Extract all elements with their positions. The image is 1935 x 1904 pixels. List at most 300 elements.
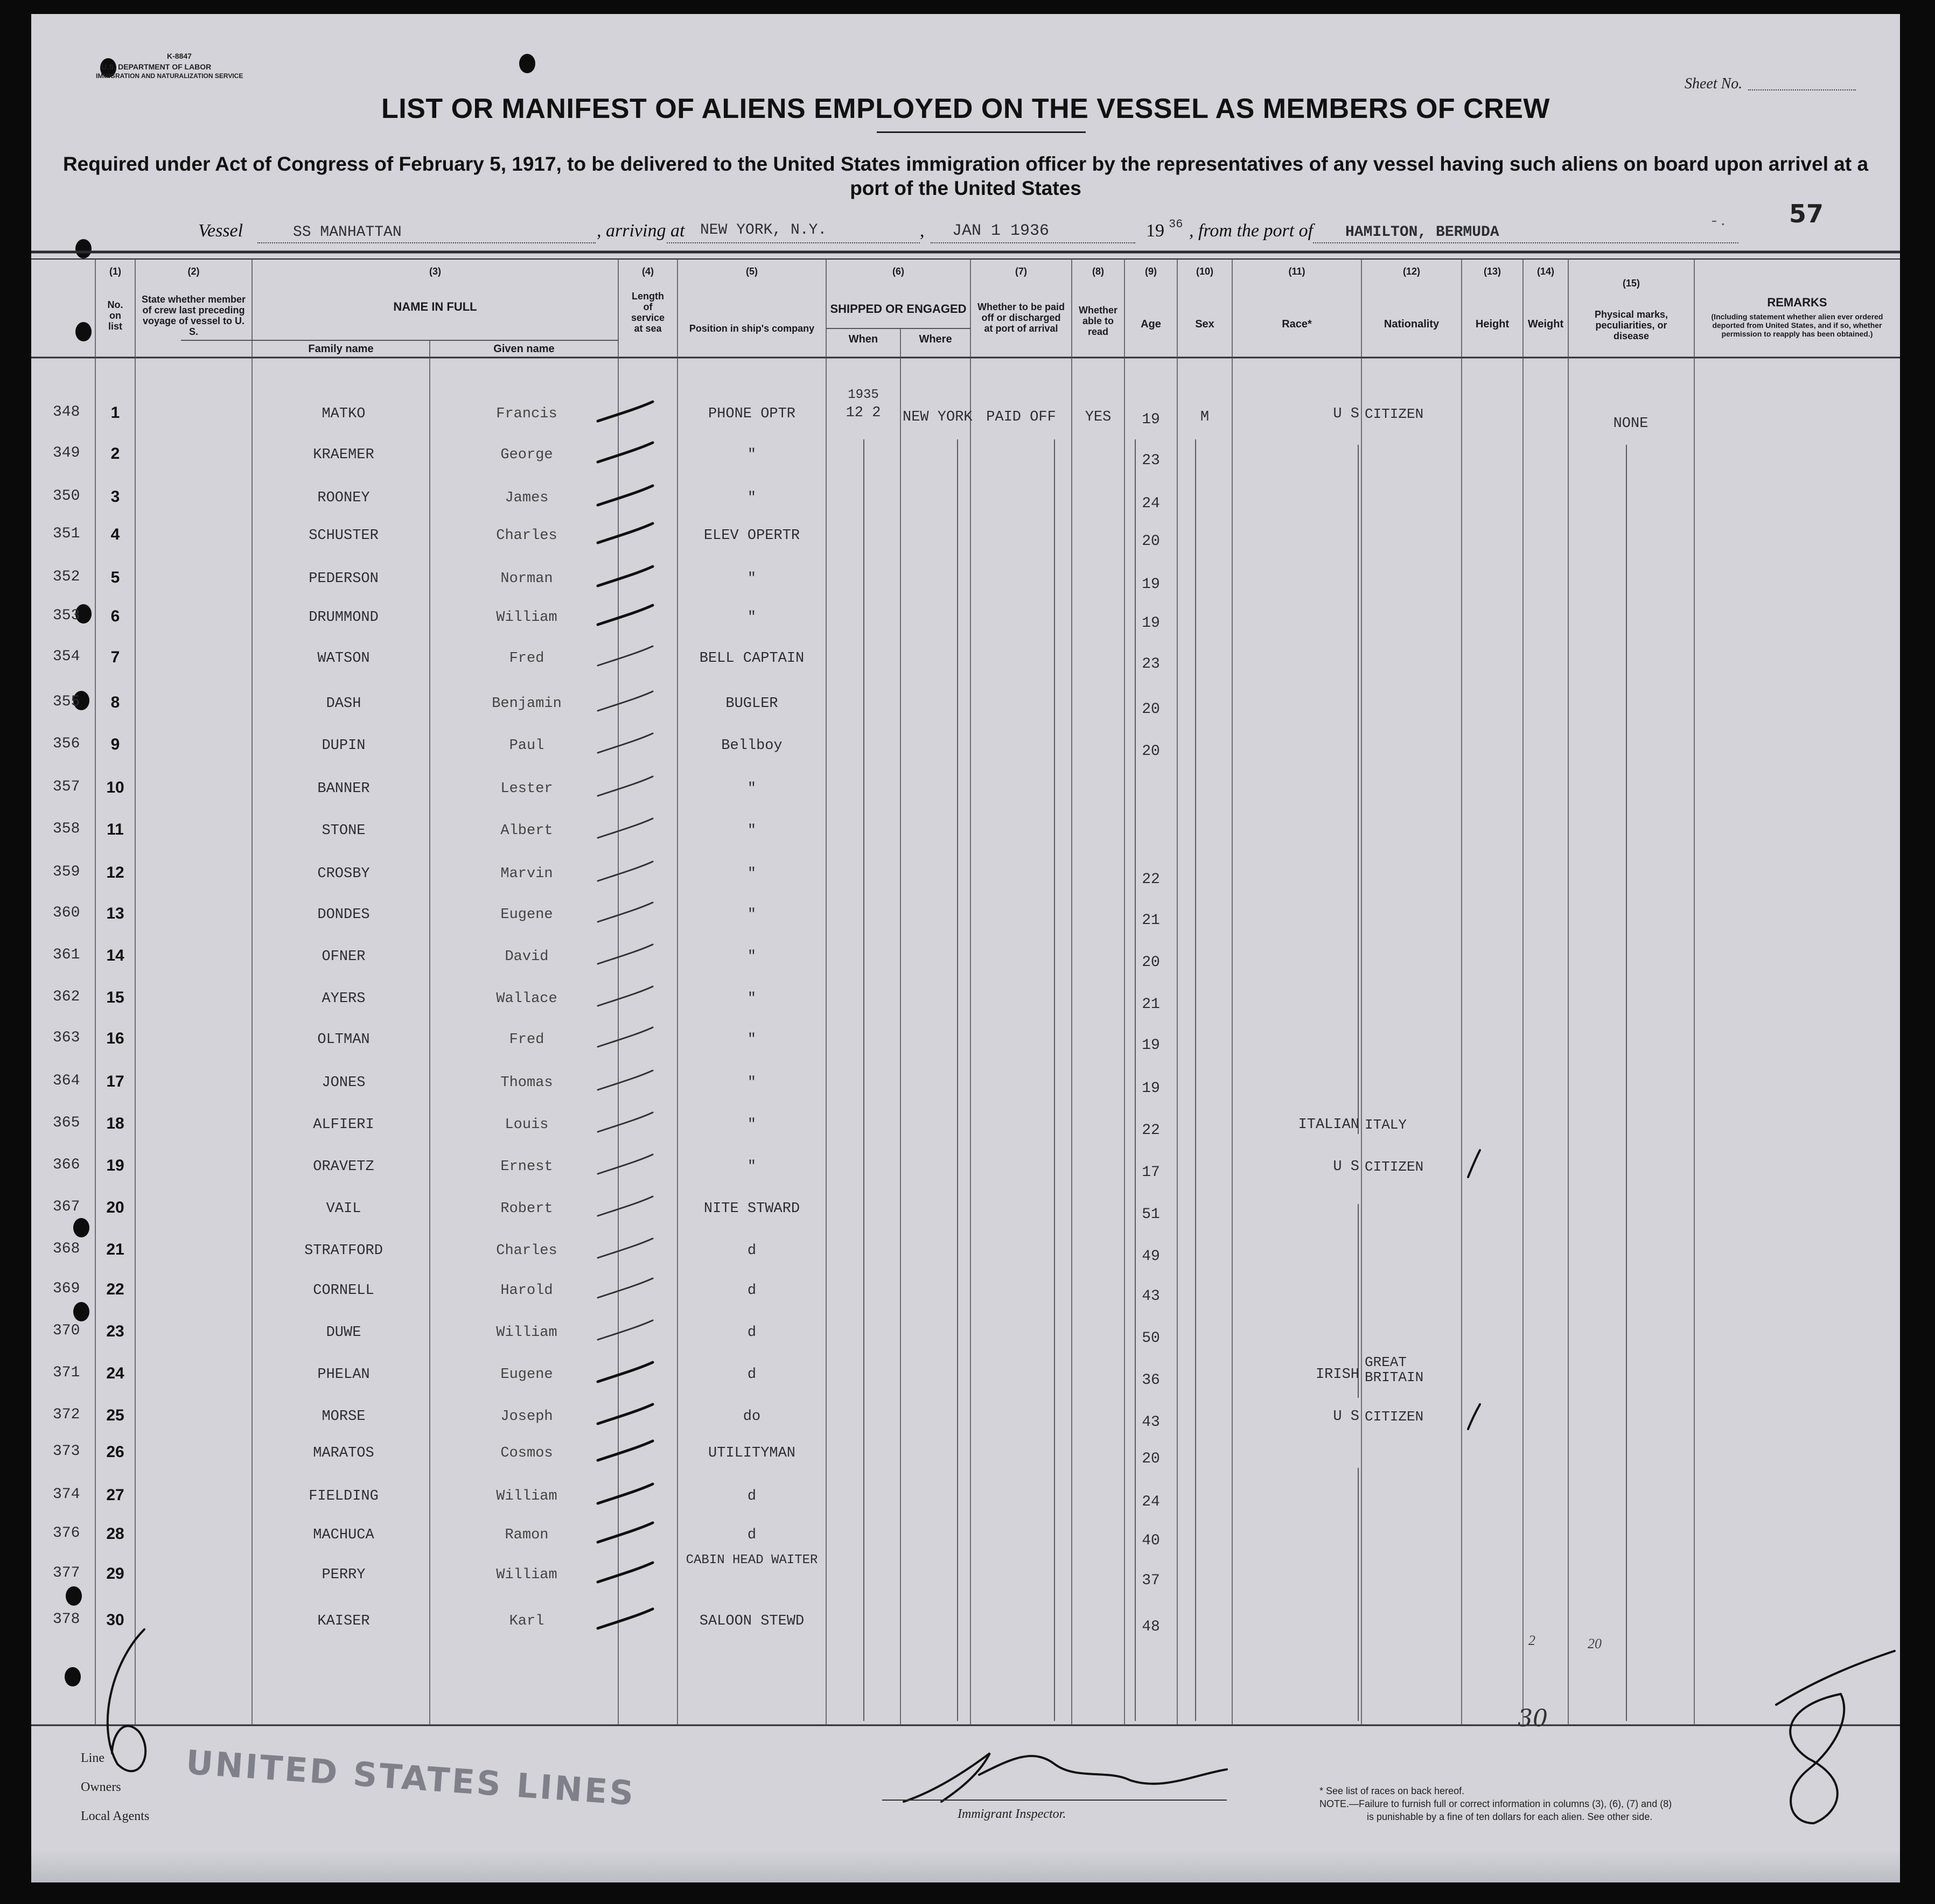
given-name: William — [496, 610, 557, 626]
races-note: * See list of races on back hereof. — [1319, 1786, 1465, 1796]
footer-line-label: Line — [81, 1751, 104, 1765]
penalty-note-1: NOTE.—Failure to furnish full or correct information in columns (3), (6), (7) and (8) — [1319, 1798, 1672, 1809]
weight-annotation-1: 2 — [1528, 1633, 1535, 1648]
row-list-number: 15 — [106, 989, 124, 1006]
family-name: SCHUSTER — [309, 528, 379, 544]
remark-flourish — [1776, 1651, 1895, 1705]
col-9-header: Age — [1141, 318, 1161, 330]
age: 37 — [1142, 1572, 1160, 1589]
row-sequence-number: 377 — [53, 1565, 80, 1581]
able-to-read: YES — [1085, 409, 1112, 425]
col-1-header: No. on list — [107, 299, 123, 332]
paid-off: PAID OFF — [986, 409, 1056, 425]
col-10-header: Sex — [1195, 318, 1214, 330]
service-tick-mark — [596, 437, 655, 470]
vessel-label: Vessel — [198, 221, 243, 241]
row-list-number: 11 — [107, 821, 124, 838]
arrival-date: JAN 1 1936 — [952, 222, 1050, 240]
row-sequence-number: 370 — [53, 1322, 80, 1339]
family-name: PERRY — [322, 1567, 366, 1583]
row-sequence-number: 350 — [53, 488, 80, 505]
family-name: BANNER — [317, 781, 370, 797]
col-15-header: Physical marks, peculiarities, or disease — [1594, 309, 1668, 341]
service-tick-mark — [596, 1479, 655, 1511]
remarks-subheader: (Including statement whether alien ever ordered deported from United States, and if so, whether permission to reapply has been obtained.) — [1711, 312, 1883, 338]
row-sequence-number: 369 — [53, 1280, 80, 1297]
page-number: 57 — [1789, 199, 1824, 228]
row-list-number: 27 — [106, 1486, 124, 1504]
ship-position: " — [747, 447, 757, 463]
ship-position: " — [747, 949, 757, 965]
col-14-number: (14) — [1536, 266, 1554, 277]
family-name: DUPIN — [322, 738, 366, 754]
col-7-number: (7) — [1015, 266, 1027, 277]
row-list-number: 6 — [110, 607, 120, 625]
col-6-number: (6) — [892, 266, 904, 277]
ship-position: " — [747, 571, 757, 587]
physical-marks: NONE — [1613, 416, 1648, 432]
table-grid — [31, 14, 1900, 1882]
given-name: Cosmos — [500, 1445, 553, 1461]
col-5-number: (5) — [746, 266, 758, 277]
service-tick-mark — [596, 728, 655, 760]
family-name: ORAVETZ — [313, 1159, 374, 1175]
given-name: Charles — [496, 1243, 557, 1259]
age: 19 — [1142, 576, 1160, 593]
age: 43 — [1142, 1414, 1160, 1431]
row-list-number: 1 — [110, 404, 120, 422]
col-6-header: SHIPPED OR ENGAGED — [830, 302, 967, 316]
row-sequence-number: 361 — [53, 947, 80, 963]
age: 22 — [1142, 871, 1160, 888]
col-6-where-header: Where — [919, 333, 952, 345]
age: 19 — [1142, 1080, 1160, 1097]
punch-hole — [73, 1302, 89, 1321]
service-tick-mark — [596, 1191, 655, 1223]
ship-position: " — [747, 991, 757, 1007]
given-name: George — [500, 447, 553, 463]
ship-position: " — [747, 1159, 757, 1175]
family-name: CROSBY — [317, 866, 370, 882]
ship-position: " — [747, 1117, 757, 1133]
age: 20 — [1142, 954, 1160, 971]
service-tick-mark — [596, 1357, 655, 1389]
ship-position: NITE STWARD — [703, 1201, 800, 1217]
ship-position: d — [747, 1367, 757, 1383]
given-name: William — [496, 1488, 557, 1504]
ship-position: CABIN HEAD WAITER — [686, 1553, 818, 1567]
inspector-label: Immigrant Inspector. — [958, 1807, 1066, 1821]
family-name: CORNELL — [313, 1283, 374, 1299]
vessel-underline — [257, 242, 596, 243]
family-name: PHELAN — [317, 1367, 370, 1383]
given-name: Harold — [500, 1283, 553, 1299]
age: 23 — [1142, 656, 1160, 673]
family-name: STONE — [322, 823, 366, 839]
form-subtitle-2: port of the United States — [850, 177, 1081, 199]
form-subtitle-1: Required under Act of Congress of February 5, 1917, to be delivered to the United States immigration officer by the representatives of any vessel having such aliens on board upon arrivel at a — [62, 153, 1869, 175]
punch-hole — [65, 1667, 81, 1686]
col-5-header: Position in ship's company — [689, 323, 815, 334]
ship-position: do — [743, 1409, 761, 1425]
penalty-note-2: is punishable by a fine of ten dollars for each alien. See other side. — [1367, 1811, 1653, 1822]
service-tick-mark — [596, 480, 655, 513]
col-11-number: (11) — [1288, 266, 1305, 277]
age: 23 — [1142, 452, 1160, 469]
nationality: ITALY — [1365, 1117, 1407, 1133]
title-rule — [877, 131, 1086, 133]
handwritten-eight — [1790, 1694, 1844, 1823]
family-name: DUWE — [326, 1325, 361, 1341]
age: 24 — [1142, 1494, 1160, 1510]
col-9-number: (9) — [1145, 266, 1157, 277]
arrival-year-suffix: 36 — [1169, 218, 1183, 231]
col-3-number: (3) — [429, 266, 441, 277]
family-name: JONES — [322, 1075, 366, 1091]
row-sequence-number: 368 — [53, 1241, 80, 1257]
inspector-signature — [904, 1753, 1227, 1802]
punch-hole — [519, 54, 535, 73]
service-tick-mark — [596, 686, 655, 718]
sex: M — [1200, 409, 1210, 425]
family-name: OLTMAN — [317, 1032, 370, 1048]
row-list-number: 24 — [106, 1364, 124, 1382]
service-tick-mark — [596, 1107, 655, 1139]
row-list-number: 3 — [110, 488, 120, 506]
row-list-number: 8 — [110, 694, 120, 711]
page-mark: - . — [1712, 211, 1725, 229]
service-tick-mark — [596, 1604, 655, 1636]
service-tick-mark — [596, 1517, 655, 1550]
ship-position: " — [747, 907, 757, 923]
race: IRISH — [1315, 1367, 1359, 1383]
row-list-number: 21 — [106, 1241, 124, 1258]
col-3-family-header: Family name — [308, 343, 374, 355]
nationality: GREAT BRITAIN — [1365, 1354, 1424, 1385]
age: 17 — [1142, 1164, 1160, 1181]
service-tick-mark — [596, 1149, 655, 1181]
row-list-number: 17 — [106, 1073, 124, 1090]
col-12-header: Nationality — [1384, 318, 1440, 330]
row-sequence-number: 359 — [53, 864, 80, 880]
family-name: KRAEMER — [313, 447, 374, 463]
company-stamp: UNITED STATES LINES — [184, 1742, 637, 1814]
age: 20 — [1142, 1451, 1160, 1467]
weight-annotation-2: 20 — [1588, 1636, 1602, 1651]
col-15-number: (15) — [1622, 278, 1640, 289]
row-list-number: 25 — [106, 1406, 124, 1424]
check-mark-24 — [1468, 1404, 1480, 1429]
manifest-sheet — [31, 14, 1900, 1882]
service-tick-mark — [596, 518, 655, 550]
col-2-header: State whether member of crew last preceding voyage of vessel to U. S. — [141, 294, 246, 337]
ship-position: PHONE OPTR — [708, 406, 796, 422]
inspector-line — [882, 1800, 1227, 1801]
row-list-number: 20 — [106, 1199, 124, 1216]
row-sequence-number: 348 — [53, 404, 80, 421]
row-sequence-number: 364 — [53, 1073, 80, 1089]
ship-position: Bellboy — [721, 738, 783, 754]
row-sequence-number: 367 — [53, 1199, 80, 1215]
ship-position: " — [747, 781, 757, 797]
arrival-year-prefix: 19 — [1146, 221, 1164, 241]
race: U S — [1333, 406, 1359, 422]
age: 51 — [1142, 1206, 1160, 1223]
height-annotation: 30 — [1518, 1705, 1548, 1732]
ship-position: " — [747, 490, 757, 506]
departure-port: HAMILTON, BERMUDA — [1345, 224, 1499, 241]
arriving-label: , arriving at — [597, 221, 685, 241]
row-list-number: 22 — [106, 1280, 124, 1298]
row-list-number: 5 — [110, 569, 120, 586]
footer-owners-label: Owners — [81, 1780, 121, 1794]
row-sequence-number: 351 — [53, 526, 80, 542]
col-12-number: (12) — [1402, 266, 1420, 277]
ship-position: BELL CAPTAIN — [699, 650, 805, 667]
handwritten-six — [108, 1629, 145, 1771]
row-sequence-number: 354 — [53, 648, 80, 665]
family-name: MARATOS — [313, 1445, 374, 1461]
ship-position: BUGLER — [725, 696, 778, 712]
family-name: MATKO — [322, 406, 366, 422]
ship-position: d — [747, 1527, 757, 1543]
row-sequence-number: 366 — [53, 1157, 80, 1173]
date-underline — [931, 242, 1135, 243]
given-name: Karl — [509, 1613, 544, 1629]
ship-position: " — [747, 823, 757, 839]
service-tick-mark — [596, 396, 655, 429]
row-sequence-number: 362 — [53, 989, 80, 1005]
family-name: MACHUCA — [313, 1527, 374, 1543]
given-name: David — [505, 949, 549, 965]
ship-position: d — [747, 1325, 757, 1341]
arrival-port: NEW YORK, N.Y. — [700, 222, 827, 239]
col-10-number: (10) — [1196, 266, 1213, 277]
port-underline — [667, 242, 920, 243]
sheet-number-label: Sheet No. — [1685, 75, 1743, 92]
age: 22 — [1142, 1122, 1160, 1139]
service-tick-mark — [596, 897, 655, 929]
remarks-header: REMARKS — [1767, 296, 1827, 309]
given-name: Wallace — [496, 991, 557, 1007]
col-4-number: (4) — [642, 266, 654, 277]
race: U S — [1333, 1159, 1359, 1175]
given-name: Francis — [496, 406, 557, 422]
given-name: William — [496, 1567, 557, 1583]
age: 20 — [1142, 743, 1160, 760]
row-list-number: 16 — [106, 1030, 124, 1047]
ship-position: ELEV OPERTR — [703, 528, 800, 544]
from-label: , from the port of — [1189, 221, 1314, 241]
col-4-header: Length of service at sea — [631, 291, 665, 334]
service-tick-mark — [596, 771, 655, 803]
vessel-name: SS MANHATTAN — [293, 224, 402, 241]
shipped-date: 12 2 — [846, 405, 881, 421]
age: 19 — [1142, 411, 1160, 428]
age: 50 — [1142, 1330, 1160, 1347]
row-sequence-number: 363 — [53, 1030, 80, 1046]
col-14-header: Weight — [1527, 318, 1564, 330]
ship-position: " — [747, 1075, 757, 1091]
family-name: ROONEY — [317, 490, 370, 506]
given-name: Norman — [500, 571, 553, 587]
age: 20 — [1142, 533, 1160, 550]
handwritten-marks — [31, 14, 1900, 1882]
comma-separator: , — [920, 221, 925, 241]
family-name: ALFIERI — [313, 1117, 374, 1133]
service-tick-mark — [596, 1022, 655, 1054]
punch-hole — [66, 1586, 82, 1606]
shipped-where: NEW YORK — [903, 409, 973, 425]
row-sequence-number: 349 — [53, 445, 80, 461]
row-sequence-number: 357 — [53, 779, 80, 795]
ship-position: " — [747, 610, 757, 626]
given-name: Lester — [500, 781, 553, 797]
age: 21 — [1142, 996, 1160, 1013]
given-name: Fred — [509, 650, 544, 667]
row-sequence-number: 356 — [53, 736, 80, 752]
ship-position: d — [747, 1283, 757, 1299]
row-sequence-number: 358 — [53, 821, 80, 837]
row-list-number: 7 — [110, 648, 120, 666]
form-title: LIST OR MANIFEST OF ALIENS EMPLOYED ON THE VESSEL AS MEMBERS OF CREW — [381, 93, 1550, 124]
family-name: VAIL — [326, 1201, 361, 1217]
race: ITALIAN — [1298, 1117, 1359, 1133]
service-tick-mark — [596, 1315, 655, 1347]
service-tick-mark — [596, 561, 655, 593]
family-name: OFNER — [322, 949, 366, 965]
family-name: FIELDING — [309, 1488, 379, 1504]
given-name: Charles — [496, 528, 557, 544]
race: U S — [1333, 1409, 1359, 1425]
given-name: Joseph — [500, 1409, 553, 1425]
service-tick-mark — [596, 856, 655, 888]
ship-position: d — [747, 1488, 757, 1504]
col-7-header: Whether to be paid off or discharged at port of arrival — [977, 302, 1065, 334]
given-name: Fred — [509, 1032, 544, 1048]
row-list-number: 28 — [106, 1525, 124, 1543]
row-sequence-number: 355 — [53, 694, 80, 710]
given-name: James — [505, 490, 549, 506]
row-list-number: 18 — [106, 1115, 124, 1132]
age: 21 — [1142, 912, 1160, 929]
row-list-number: 26 — [106, 1443, 124, 1461]
service-tick-mark — [596, 1436, 655, 1468]
nationality: CITIZEN — [1365, 1409, 1424, 1425]
service-tick-mark — [596, 641, 655, 673]
service-line: IMMIGRATION AND NATURALIZATION SERVICE — [96, 72, 243, 80]
punch-hole — [75, 239, 92, 258]
age: 36 — [1142, 1372, 1160, 1389]
family-name: MORSE — [322, 1409, 366, 1425]
service-tick-mark — [596, 1233, 655, 1265]
row-sequence-number: 373 — [53, 1443, 80, 1460]
col-2-number: (2) — [187, 266, 200, 277]
col-13-number: (13) — [1483, 266, 1501, 277]
ship-position: UTILITYMAN — [708, 1445, 796, 1461]
col-3-given-header: Given name — [493, 343, 555, 355]
check-mark-18 — [1468, 1150, 1480, 1177]
age: 24 — [1142, 495, 1160, 512]
ship-position: SALOON STEWD — [699, 1613, 805, 1629]
age: 48 — [1142, 1619, 1160, 1635]
ship-position: " — [747, 866, 757, 882]
row-list-number: 13 — [106, 905, 124, 922]
age: 49 — [1142, 1248, 1160, 1265]
given-name: Marvin — [500, 866, 553, 882]
service-tick-mark — [596, 1065, 655, 1097]
row-list-number: 23 — [106, 1322, 124, 1340]
row-list-number: 30 — [106, 1611, 124, 1629]
nationality: CITIZEN — [1365, 1159, 1424, 1175]
form-code: K-8847 — [167, 52, 192, 60]
service-tick-mark — [596, 981, 655, 1013]
family-name: KAISER — [317, 1613, 370, 1629]
given-name: Paul — [509, 738, 544, 754]
given-name: Eugene — [500, 907, 553, 923]
service-tick-mark — [596, 600, 655, 632]
given-name: Eugene — [500, 1367, 553, 1383]
service-tick-mark — [596, 813, 655, 845]
row-sequence-number: 372 — [53, 1406, 80, 1423]
col-8-header: Whether able to read — [1079, 305, 1117, 337]
row-list-number: 2 — [110, 445, 120, 463]
row-list-number: 10 — [106, 779, 124, 796]
given-name: William — [496, 1325, 557, 1341]
row-list-number: 4 — [110, 526, 120, 543]
age: 19 — [1142, 615, 1160, 632]
given-name: Ramon — [505, 1527, 549, 1543]
department-line: U.S. DEPARTMENT OF LABOR — [101, 62, 212, 71]
family-name: DRUMMOND — [309, 610, 379, 626]
family-name: PEDERSON — [309, 571, 379, 587]
shipped-year: 1935 — [848, 388, 879, 402]
col-1-number: (1) — [109, 266, 121, 277]
row-sequence-number: 352 — [53, 569, 80, 585]
given-name: Benjamin — [492, 696, 562, 712]
col-13-header: Height — [1475, 318, 1510, 330]
row-sequence-number: 360 — [53, 905, 80, 921]
given-name: Albert — [500, 823, 553, 839]
row-sequence-number: 376 — [53, 1525, 80, 1542]
given-name: Louis — [505, 1117, 549, 1133]
row-sequence-number: 365 — [53, 1115, 80, 1131]
given-name: Thomas — [500, 1075, 553, 1091]
family-name: WATSON — [317, 650, 370, 667]
row-list-number: 19 — [106, 1157, 124, 1174]
family-name: STRATFORD — [304, 1243, 383, 1259]
service-tick-mark — [596, 1399, 655, 1431]
age: 40 — [1142, 1532, 1160, 1549]
col-6-when-header: When — [848, 333, 878, 345]
ship-position: " — [747, 1032, 757, 1048]
age: 19 — [1142, 1037, 1160, 1054]
service-tick-mark — [596, 939, 655, 971]
row-sequence-number: 353 — [53, 607, 80, 624]
service-tick-mark — [596, 1557, 655, 1590]
ship-position: d — [747, 1243, 757, 1259]
row-sequence-number: 371 — [53, 1364, 80, 1381]
family-name: AYERS — [322, 991, 366, 1007]
family-name: DONDES — [317, 907, 370, 923]
age: 43 — [1142, 1288, 1160, 1305]
given-name: Ernest — [500, 1159, 553, 1175]
col-3-header: NAME IN FULL — [393, 300, 477, 313]
punch-hole — [73, 1218, 89, 1237]
row-list-number: 29 — [106, 1565, 124, 1583]
sheet-number-line — [1748, 89, 1856, 90]
col-8-number: (8) — [1092, 266, 1104, 277]
